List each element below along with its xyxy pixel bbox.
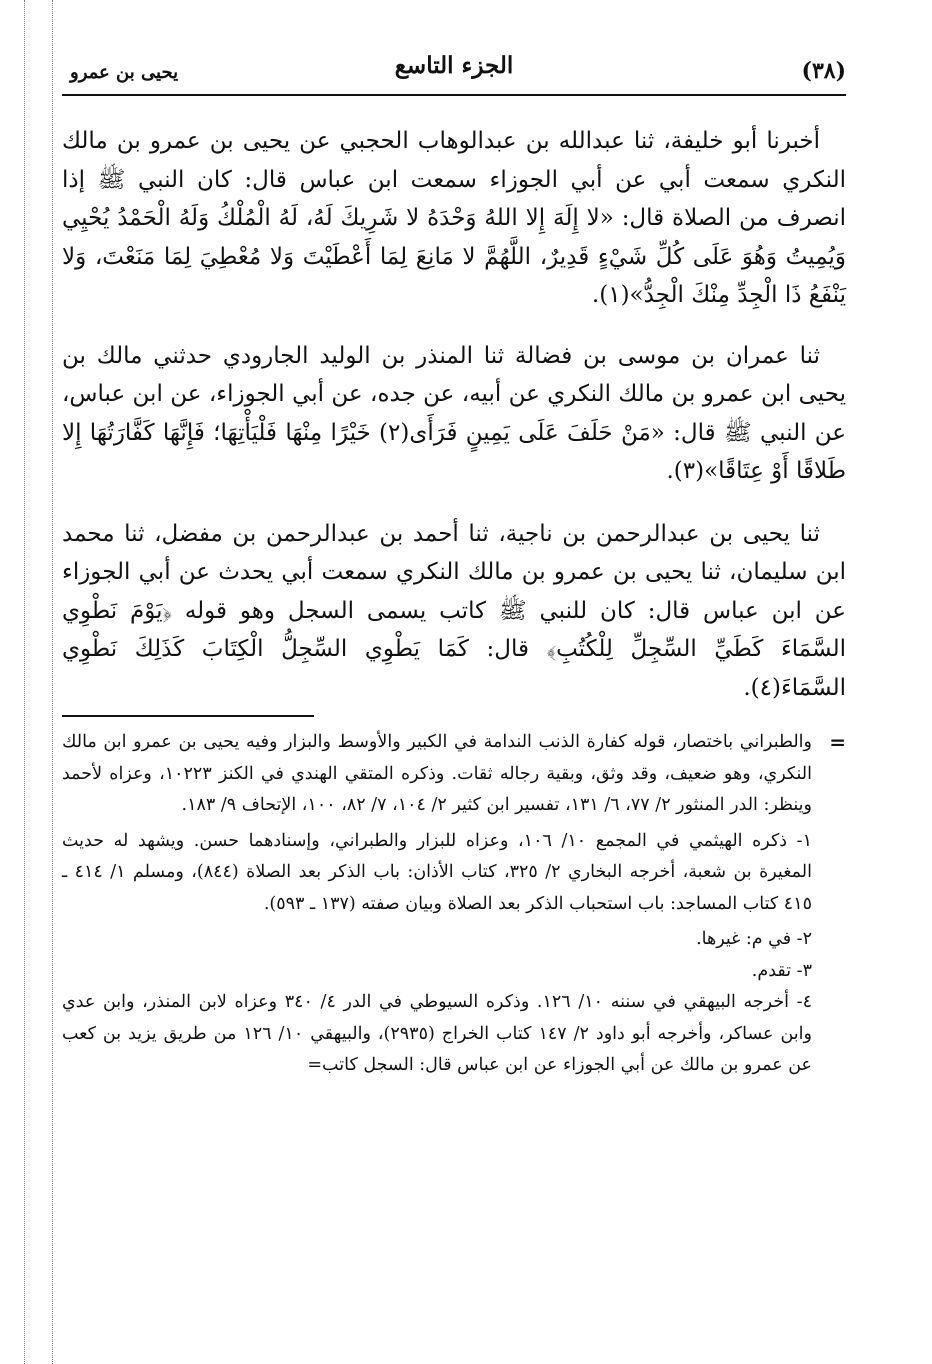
page-header xyxy=(62,52,846,96)
part-title: الجزء التاسع xyxy=(394,52,514,79)
book-page xyxy=(62,52,846,1086)
footnotes xyxy=(62,727,846,1082)
footnote-continuation: والطبراني باختصار، قوله كفارة الذنب الندامة في الكبير والأوسط والبزار وفيه يحيى بن عمرو ابن مالك النكري، وهو ضعيف، وقد وثق، وبقية رجاله ثقات. وذكره المتقي الهندي في الكنز ١٠٢٢٣، وعزاه لأحمد وينظر: الدر المنثور ٢/ ٧٧، ٦/ ١٣١، تفسير ابن كثير ٢/ ١٠٤، ٧/ ٨٢، ١٠٠، الإتحاف ٩/ ١٨٣. xyxy=(62,732,812,815)
hadith-paragraph: ثنا عمران بن موسى بن فضالة ثنا المنذر بن الوليد الجارودي حدثني مالك بن يحيى ابن عمرو بن مالك النكري عن أبيه، عن جده، عن أبي الجوزاء، عن ابن عباس، عن النبي ﷺ قال: «مَنْ حَلَفَ عَلَى يَمِينٍ فَرَأَى(٢) خَيْرًا مِنْهَا فَلْيَأْتِهَا؛ فَإِنَّهَا كَفَّارَتُهَا إِلا طَلاقًا أَوْ عِتَاقًا»(٣). xyxy=(62,342,846,484)
hadith-paragraph: ثنا يحيى بن عبدالرحمن بن ناجية، ثنا أحمد بن عبدالرحمن بن مفضل، ثنا محمد ابن سليمان، ثنا يحيى بن عمرو بن مالك النكري سمعت أبي يحدث عن أبي الجوزاء عن ابن عباس قال: كان للنبي ﷺ كاتب يسمى السجل وهو قوله ﴿يَوْمَ نَطْوِي السَّمَاءَ كَطَيِّ السِّجِلِّ لِلْكُتُبِ﴾ قال: كَمَا يَطْوِي السِّجِلُّ الْكِتَابَ كَذَلِكَ نَطْوِي السَّمَاءَ(٤). xyxy=(62,520,846,701)
footnote-3: ٣- تقدم. xyxy=(751,960,812,981)
footnote-2: ٢- في م: غيرها. xyxy=(696,929,812,949)
header-rule xyxy=(62,94,846,96)
scan-margin-line-left-inner xyxy=(52,0,53,1364)
hadith-paragraph: أخبرنا أبو خليفة، ثنا عبدالله بن عبدالوهاب الحجبي عن يحيى بن عمرو بن مالك النكري سمعت أبي عن أبي الجوزاء سمعت ابن عباس قال: كان النبي ﷺ إذا انصرف من الصلاة قال: «لا إِلَهَ إِلا اللهُ وَحْدَهُ لا شَرِيكَ لَهُ، لَهُ الْمُلْكُ وَلَهُ الْحَمْدُ يُحْيِي وَيُمِيتُ وَهُوَ عَلَى كُلِّ شَيْءٍ قَدِيرٌ، اللَّهُمَّ لا مَانِعَ لِمَا أَعْطَيْتَ وَلا مُعْطِيَ لِمَا مَنَعْتَ، وَلا يَنْفَعُ ذَا الْجِدِّ مِنْكَ الْجِدُّ»(١). xyxy=(62,128,846,308)
footnote-1: ١- ذكره الهيثمي في المجمع ١٠/ ١٠٦، وعزاه للبزار والطبراني، وإسنادهما حسن. ويشهد له حديث المغيرة بن شعبة، أخرجه البخاري ٢/ ٣٢٥، كتاب الأذان: باب الذكر بعد الصلاة (٨٤٤)، ومسلم ١/ ٤١٤ ـ ٤١٥ كتاب المساجد: باب استحباب الذكر بعد الصلاة وبيان صفته (١٣٧ ـ ٥٩٣). xyxy=(62,830,812,914)
main-text xyxy=(62,122,846,707)
footnote-4: ٤- أخرجه البيهقي في سننه ١٠/ ١٢٦. وذكره السيوطي في الدر ٤/ ٣٤٠ وعزاه لابن المنذر، وابن عدي وابن عساكر، وأخرجه أبو داود ٢/ ١٤٧ كتاب الخراج (٢٩٣٥)، والبيهقي ١٠/ ١٢٦ من طريق يزيد بن كعب عن عمرو بن مالك عن أبي الجوزاء عن ابن عباس قال: السجل كاتب= xyxy=(62,992,812,1075)
narrator-heading: يحيى بن عمرو xyxy=(70,62,179,83)
continuation-mark: = xyxy=(829,730,846,754)
scan-margin-line-left xyxy=(24,0,25,1364)
page-number: (٣٨) xyxy=(801,58,846,84)
footnote-separator xyxy=(62,715,314,717)
